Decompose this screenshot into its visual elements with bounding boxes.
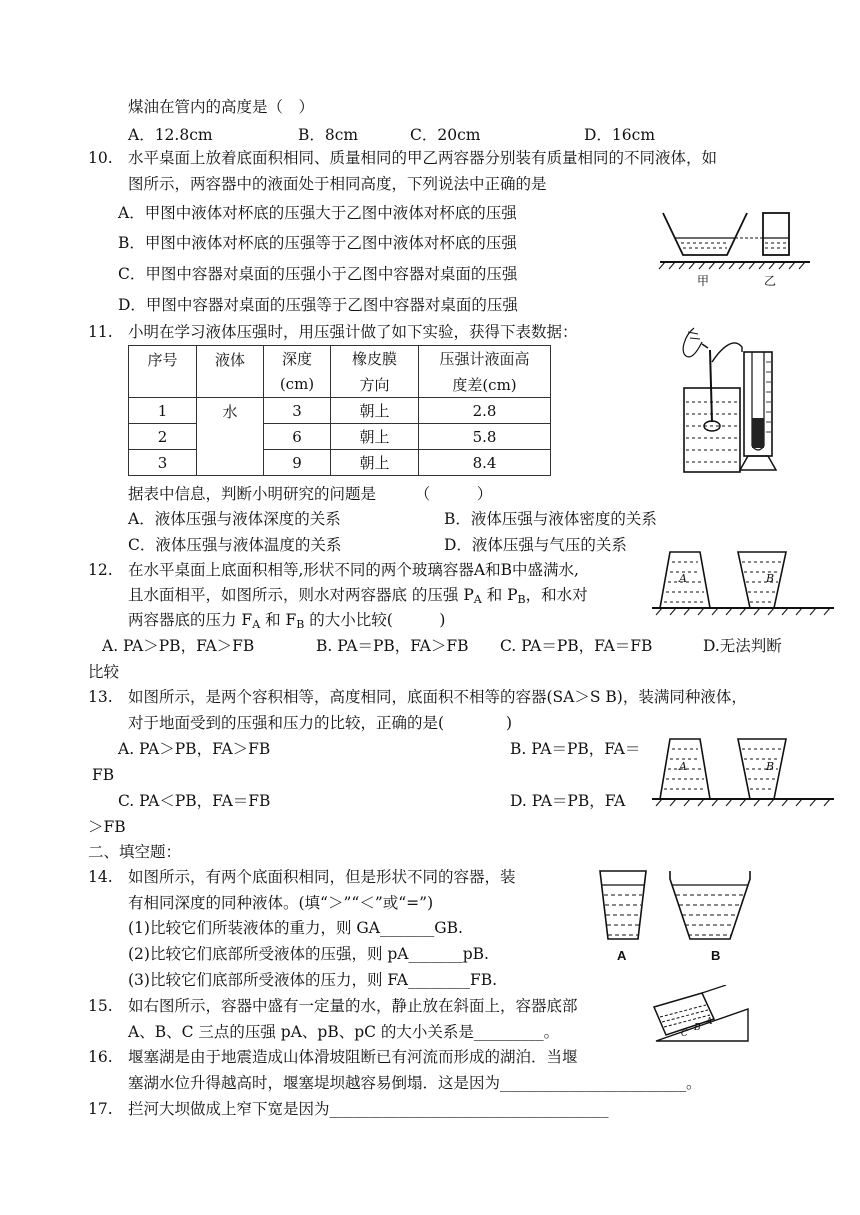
- table-header-membrane-dir: 方向: [331, 372, 419, 398]
- q12-option-d: D.无法判断: [703, 637, 782, 655]
- q12-line3-part2: 和 F: [265, 611, 297, 629]
- q17-stem: 拦河大坝做成上窄下宽是因为____________________________________: [128, 1100, 609, 1118]
- q17-number: 17.: [88, 1100, 113, 1118]
- table-cell: 5.8: [419, 424, 551, 450]
- table-cell: 朝上: [331, 424, 419, 450]
- q11-stem-line2: 据表中信息，判断小明研究的问题是 （ ）: [128, 485, 493, 503]
- q11-stem-line1: 小明在学习液体压强时，用压强计做了如下实验，获得下表数据：: [128, 323, 578, 341]
- q14-stem-line1: 如图所示，有两个底面积相同，但是形状不同的容器，装: [128, 868, 516, 886]
- q12-figure: [648, 548, 838, 618]
- q11-option-c: C．液体压强与液体温度的关系: [128, 536, 342, 554]
- q15-point-c-label: C: [681, 1029, 688, 1039]
- table-row: [129, 424, 551, 450]
- table-cell: 9: [264, 450, 331, 476]
- table-cell: 朝上: [331, 450, 419, 476]
- q9-option-c: C．20cm: [410, 126, 481, 144]
- q10-option-b: B．甲图中液体对杯底的压强等于乙图中液体对杯底的压强: [118, 234, 517, 252]
- table-cell: 3: [129, 450, 197, 476]
- q16-stem-line1: 堰塞湖是由于地震造成山体滑坡阻断已有河流而形成的湖泊．当堰: [128, 1048, 578, 1066]
- q11-data-table: [128, 345, 551, 476]
- q12-line2-part3: ，和水对: [525, 586, 588, 604]
- table-header-index: 序号: [129, 346, 197, 398]
- q15-incline-figure: [648, 985, 758, 1045]
- q13-option-b-wrap: FB: [92, 766, 115, 784]
- q10-option-a: A．甲图中液体对杯底的压强大于乙图中液体对杯底的压强: [118, 204, 517, 222]
- q14-part2: (2)比较它们底部所受液体的压强，则 pA_______pB.: [128, 945, 489, 963]
- q14-number: 14.: [88, 868, 113, 886]
- q11-manometer-figure: [672, 322, 797, 480]
- section-heading-fill-in: 二、填空题：: [88, 843, 182, 861]
- q13-figure-label-b: B: [766, 760, 775, 773]
- q9-option-b: B．8cm: [298, 126, 359, 144]
- table-row: [129, 450, 551, 476]
- q12-line3-part1: 两容器底的压力 F: [128, 611, 253, 629]
- table-header-depth: 深度: [264, 346, 331, 372]
- q12-line2-part2: 和 P: [486, 586, 518, 604]
- q12-option-d-wrap: 比较: [88, 663, 120, 681]
- q15-stem-line1: 如右图所示，容器中盛有一定量的水，静止放在斜面上，容器底部: [128, 997, 578, 1015]
- q12-figure-label-b: B: [766, 572, 775, 585]
- q9-option-a: A．12.8cm: [128, 126, 213, 144]
- q13-stem-line1: 如图所示，是两个容积相等，高度相同，底面积不相等的容器(SA＞S B)，装满同种液体，: [128, 688, 747, 706]
- q13-option-d-wrap: ＞FB: [88, 818, 126, 836]
- q16-number: 16.: [88, 1048, 113, 1066]
- table-cell: 2: [129, 424, 197, 450]
- q14-figure-label-a: A: [617, 948, 627, 963]
- q10-option-c: C．甲图中容器对桌面的压强小于乙图中容器对桌面的压强: [118, 265, 518, 283]
- table-row: [129, 398, 551, 424]
- q12-line3-part3: 的大小比较( ): [309, 611, 446, 629]
- q13-figure: [648, 733, 838, 809]
- table-header-depth-unit: (cm): [264, 372, 331, 398]
- q12-option-b: B. PA＝PB，FA＞FB: [316, 637, 469, 655]
- table-cell: 2.8: [419, 398, 551, 424]
- q10-label-yi: 乙: [764, 274, 777, 288]
- q14-figure: [590, 865, 770, 945]
- q12-figure-label-a: A: [679, 572, 687, 585]
- q12-stem-line1: 在水平桌面上底面积相等,形状不同的两个玻璃容器A和B中盛满水,: [128, 561, 579, 579]
- q13-stem-line2: 对于地面受到的压强和压力的比较，正确的是( ): [128, 714, 513, 732]
- table-cell: 朝上: [331, 398, 419, 424]
- q13-option-d: D. PA＝PB，FA: [510, 792, 626, 810]
- q10-stem-line2: 图所示，两容器中的液面处于相同高度，下列说法中正确的是: [128, 175, 547, 193]
- table-cell-liquid: 水: [197, 398, 264, 476]
- q12-stem-line2: 且水面相平，如图所示，则水对两容器底 的压强 $P_A$ 和 $P_B$，和水对: [128, 586, 588, 606]
- table-cell: 3: [264, 398, 331, 424]
- q13-figure-label-a: A: [679, 760, 687, 773]
- table-cell: 8.4: [419, 450, 551, 476]
- q14-figure-label-b: B: [711, 948, 721, 963]
- q9-stem-tail: 煤油在管内的高度是（ ）: [128, 98, 315, 116]
- q13-option-a: A. PA＞PB，FA＞FB: [118, 740, 271, 758]
- q15-point-b-label: B: [694, 1023, 701, 1033]
- q10-figure: [655, 205, 815, 295]
- table-header-height-diff: 压强计液面高: [419, 346, 551, 372]
- q15-point-a-label: A: [706, 1017, 713, 1027]
- q10-option-d: D．甲图中容器对桌面的压强等于乙图中容器对桌面的压强: [118, 296, 518, 314]
- table-header-membrane: 橡皮膜: [331, 346, 419, 372]
- q12-number: 12.: [88, 561, 113, 579]
- q12-stem-line3: 两容器底的压力 $F_A$ 和 $F_B$ 的大小比较( ): [128, 611, 446, 631]
- q10-number: 10.: [88, 149, 113, 167]
- q12-line2-part1: 且水面相平，如图所示，则水对两容器底 的压强 P: [128, 586, 474, 604]
- q15-number: 15.: [88, 997, 113, 1015]
- q11-option-d: D．液体压强与气压的关系: [444, 536, 627, 554]
- table-cell: 1: [129, 398, 197, 424]
- q10-label-jia: 甲: [697, 274, 710, 288]
- q13-option-b: B. PA＝PB，FA＝: [510, 740, 641, 758]
- q14-part1: (1)比较它们所装液体的重力，则 GA_______GB.: [128, 919, 463, 937]
- table-header-height-diff-unit: 度差(cm): [419, 372, 551, 398]
- q13-option-c: C. PA＜PB，FA＝FB: [118, 792, 271, 810]
- q10-stem-line1: 水平桌面上放着底面积相同、质量相同的甲乙两容器分别装有质量相同的不同液体，如: [128, 149, 718, 167]
- q9-option-d: D．16cm: [584, 126, 656, 144]
- q11-option-a: A．液体压强与液体深度的关系: [128, 510, 341, 528]
- q16-stem-line2: 塞湖水位升得越高时，堰塞堤坝越容易倒塌．这是因为________________________。: [128, 1074, 702, 1092]
- q14-stem-line2: 有相同深度的同种液体。(填“＞”“＜”或“=”): [128, 894, 434, 912]
- q12-option-c: C. PA＝PB，FA＝FB: [500, 637, 653, 655]
- q14-part3: (3)比较它们底部所受液体的压力，则 FA________FB.: [128, 971, 498, 989]
- q11-number: 11.: [88, 323, 113, 341]
- table-header-liquid: 液体: [197, 346, 264, 398]
- q13-number: 13.: [88, 688, 113, 706]
- q15-stem-line2: A、B、C 三点的压强 pA、pB、pC 的大小关系是_________。: [128, 1023, 560, 1041]
- q11-option-b: B．液体压强与液体密度的关系: [444, 510, 657, 528]
- q12-option-a: A. PA＞PB，FA＞FB: [102, 637, 255, 655]
- table-cell: 6: [264, 424, 331, 450]
